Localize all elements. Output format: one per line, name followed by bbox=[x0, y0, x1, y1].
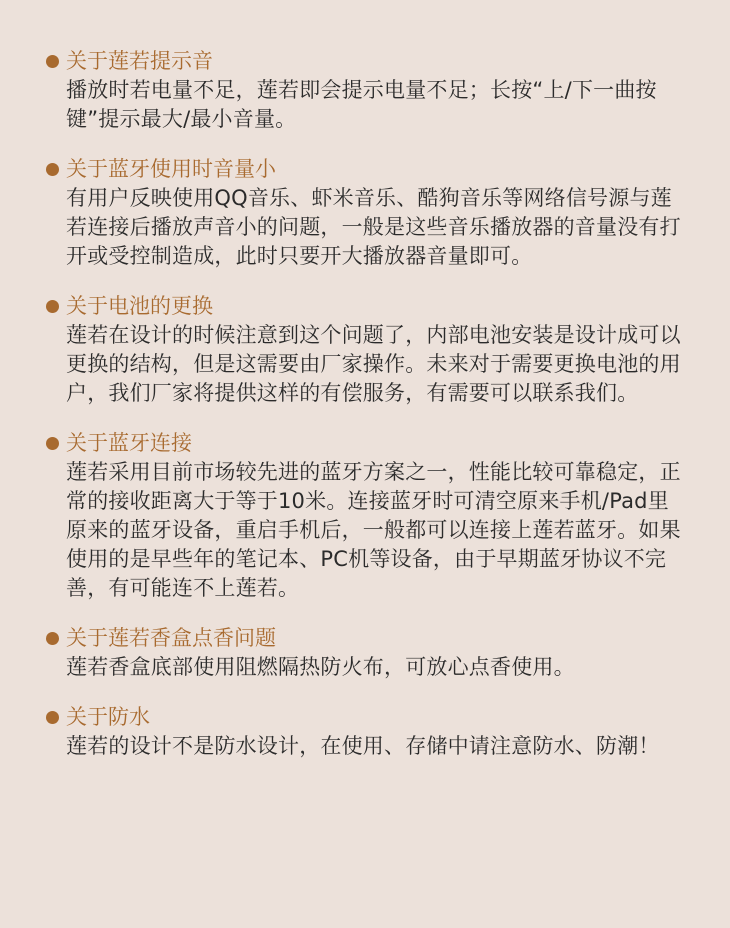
faq-section-bluetooth-volume bbox=[46, 154, 686, 271]
section-heading bbox=[46, 428, 686, 458]
bullet-dot-icon bbox=[46, 632, 59, 645]
section-heading bbox=[46, 291, 686, 321]
bullet-dot-icon bbox=[46, 55, 59, 68]
faq-section-prompt-tone bbox=[46, 46, 686, 134]
bullet-dot-icon bbox=[46, 437, 59, 450]
section-title-text: 关于蓝牙连接 bbox=[66, 431, 192, 455]
section-heading bbox=[46, 623, 686, 653]
section-title-text: 关于莲若提示音 bbox=[66, 49, 213, 73]
section-body-text: 莲若采用目前市场较先进的蓝牙方案之一，性能比较可靠稳定，正常的接收距离大于等于10米。连接蓝牙时可清空原来手机/Pad里原来的蓝牙设备，重启手机后，一般都可以连接上莲若蓝牙。如果使用的是早些年的笔记本、PC机等设备，由于早期蓝牙协议不完善，有可能连不上莲若。 bbox=[66, 460, 681, 600]
faq-section-waterproof bbox=[46, 702, 686, 761]
faq-section-incense-box bbox=[46, 623, 686, 682]
bullet-dot-icon bbox=[46, 163, 59, 176]
section-title-text: 关于防水 bbox=[66, 705, 150, 729]
section-heading bbox=[46, 46, 686, 76]
section-title-text: 关于蓝牙使用时音量小 bbox=[66, 157, 276, 181]
section-body-text: 有用户反映使用QQ音乐、虾米音乐、酷狗音乐等网络信号源与莲若连接后播放声音小的问题，一般是这些音乐播放器的音量没有打开或受控制造成，此时只要开大播放器音量即可。 bbox=[66, 186, 681, 268]
faq-section-battery-replacement bbox=[46, 291, 686, 408]
bullet-dot-icon bbox=[46, 300, 59, 313]
section-body-text: 莲若的设计不是防水设计，在使用、存储中请注意防水、防潮！ bbox=[66, 734, 660, 758]
section-body-text: 莲若在设计的时候注意到这个问题了，内部电池安装是设计成可以更换的结构，但是这需要由厂家操作。未来对于需要更换电池的用户，我们厂家将提供这样的有偿服务，有需要可以联系我们。 bbox=[66, 323, 681, 405]
faq-section-bluetooth-connection bbox=[46, 428, 686, 603]
section-title-text: 关于莲若香盒点香问题 bbox=[66, 626, 276, 650]
section-body-text: 莲若香盒底部使用阻燃隔热防火布，可放心点香使用。 bbox=[66, 655, 575, 679]
section-title-text: 关于电池的更换 bbox=[66, 294, 213, 318]
section-body-text: 播放时若电量不足，莲若即会提示电量不足；长按“上/下一曲按键”提示最大/最小音量。 bbox=[66, 78, 657, 131]
bullet-dot-icon bbox=[46, 711, 59, 724]
section-heading bbox=[46, 154, 686, 184]
section-heading bbox=[46, 702, 686, 732]
